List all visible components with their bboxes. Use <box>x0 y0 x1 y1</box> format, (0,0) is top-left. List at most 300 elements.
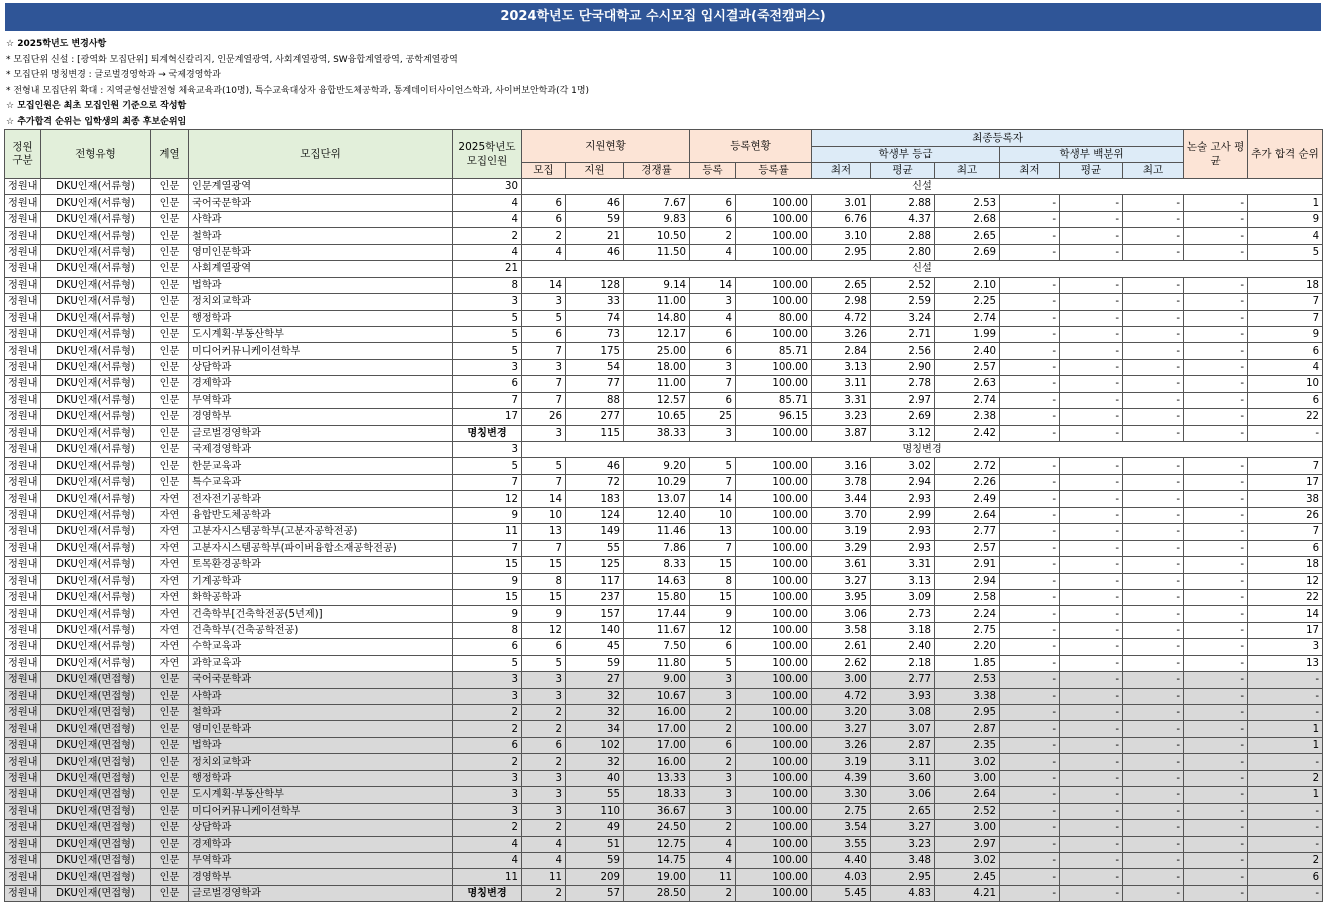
cell-extra: 6 <box>1248 869 1323 885</box>
cell-rate: 28.50 <box>624 885 690 901</box>
cell-regist: 14 <box>690 491 736 507</box>
cell-pct-min: - <box>1000 770 1060 786</box>
cell-note: 신설 <box>522 261 1323 277</box>
cell-recruit: 9 <box>522 606 566 622</box>
cell-pct-avg: - <box>1060 573 1123 589</box>
cell-recruit: 3 <box>522 294 566 310</box>
cell-type: DKU인재(서류형) <box>41 491 151 507</box>
cell-type: DKU인재(서류형) <box>41 409 151 425</box>
cell-rate: 18.00 <box>624 359 690 375</box>
cell-pct-max: - <box>1123 425 1184 441</box>
cell-grade-max: 2.24 <box>935 606 1000 622</box>
cell-pct-max: - <box>1123 294 1184 310</box>
cell-quota: 정원내 <box>5 228 41 244</box>
cell-pct-min: - <box>1000 557 1060 573</box>
cell-recruit-2025: 5 <box>453 326 522 342</box>
cell-regist: 10 <box>690 507 736 523</box>
table-row <box>5 491 1323 507</box>
cell-pct-max: - <box>1123 754 1184 770</box>
table-row <box>5 277 1323 293</box>
cell-regist-rate: 100.00 <box>736 491 812 507</box>
table-row <box>5 655 1323 671</box>
cell-pct-avg: - <box>1060 705 1123 721</box>
cell-recruit-2025: 7 <box>453 392 522 408</box>
cell-type: DKU인재(면접형) <box>41 688 151 704</box>
cell-grade-min: 3.44 <box>812 491 871 507</box>
cell-grade-max: 2.75 <box>935 622 1000 638</box>
cell-unit: 글로벌경영학과 <box>189 425 453 441</box>
table-row <box>5 409 1323 425</box>
cell-pct-max: - <box>1123 688 1184 704</box>
cell-recruit-2025: 3 <box>453 672 522 688</box>
cell-regist: 15 <box>690 589 736 605</box>
cell-regist: 11 <box>690 869 736 885</box>
cell-unit: 행정학과 <box>189 310 453 326</box>
cell-pct-min: - <box>1000 392 1060 408</box>
cell-essay: - <box>1184 705 1248 721</box>
cell-type: DKU인재(서류형) <box>41 343 151 359</box>
cell-regist-rate: 100.00 <box>736 672 812 688</box>
cell-unit: 토목환경공학과 <box>189 557 453 573</box>
cell-recruit-2025: 2 <box>453 820 522 836</box>
cell-regist-rate: 100.00 <box>736 195 812 211</box>
cell-grade-max: 2.63 <box>935 376 1000 392</box>
cell-recruit-2025: 3 <box>453 442 522 458</box>
cell-pct-avg: - <box>1060 737 1123 753</box>
cell-pct-min: - <box>1000 672 1060 688</box>
cell-rate: 12.75 <box>624 836 690 852</box>
cell-unit: 기계공학과 <box>189 573 453 589</box>
cell-quota: 정원내 <box>5 458 41 474</box>
cell-apply: 102 <box>566 737 624 753</box>
cell-regist-rate: 100.00 <box>736 589 812 605</box>
header-pct-min: 최저 <box>1000 163 1060 179</box>
cell-rate: 15.80 <box>624 589 690 605</box>
cell-grade-min: 3.78 <box>812 474 871 490</box>
table-row <box>5 606 1323 622</box>
header-regist: 등록 <box>690 163 736 179</box>
cell-rate: 7.50 <box>624 639 690 655</box>
cell-pct-max: - <box>1123 606 1184 622</box>
cell-pct-max: - <box>1123 392 1184 408</box>
header-final: 최종등록자 <box>812 130 1184 147</box>
cell-grade-avg: 2.56 <box>871 343 935 359</box>
cell-type: DKU인재(면접형) <box>41 705 151 721</box>
cell-grade-avg: 2.73 <box>871 606 935 622</box>
cell-field: 인문 <box>151 869 189 885</box>
cell-recruit-2025: 7 <box>453 540 522 556</box>
cell-regist-rate: 100.00 <box>736 326 812 342</box>
cell-field: 인문 <box>151 294 189 310</box>
cell-pct-avg: - <box>1060 326 1123 342</box>
cell-pct-avg: - <box>1060 655 1123 671</box>
cell-quota: 정원내 <box>5 376 41 392</box>
header-grade-avg: 평균 <box>871 163 935 179</box>
cell-regist-rate: 100.00 <box>736 606 812 622</box>
cell-extra: 1 <box>1248 195 1323 211</box>
cell-pct-max: - <box>1123 737 1184 753</box>
cell-quota: 정원내 <box>5 705 41 721</box>
cell-grade-max: 2.45 <box>935 869 1000 885</box>
cell-grade-min: 3.13 <box>812 359 871 375</box>
cell-pct-min: - <box>1000 195 1060 211</box>
cell-recruit: 14 <box>522 277 566 293</box>
cell-grade-min: 2.75 <box>812 803 871 819</box>
cell-unit: 과학교육과 <box>189 655 453 671</box>
cell-unit: 인문계열광역 <box>189 179 453 195</box>
cell-extra: 17 <box>1248 474 1323 490</box>
cell-regist: 6 <box>690 639 736 655</box>
cell-extra: 7 <box>1248 524 1323 540</box>
cell-regist-rate: 100.00 <box>736 787 812 803</box>
cell-regist: 4 <box>690 852 736 868</box>
cell-grade-max: 2.58 <box>935 589 1000 605</box>
cell-field: 인문 <box>151 409 189 425</box>
cell-grade-max: 2.74 <box>935 392 1000 408</box>
cell-pct-max: - <box>1123 244 1184 260</box>
cell-pct-avg: - <box>1060 211 1123 227</box>
cell-pct-min: - <box>1000 787 1060 803</box>
cell-grade-avg: 2.93 <box>871 524 935 540</box>
cell-field: 자연 <box>151 507 189 523</box>
cell-rate: 10.67 <box>624 688 690 704</box>
cell-recruit: 3 <box>522 672 566 688</box>
table-row <box>5 705 1323 721</box>
cell-quota: 정원내 <box>5 507 41 523</box>
cell-quota: 정원내 <box>5 573 41 589</box>
cell-pct-avg: - <box>1060 343 1123 359</box>
cell-extra: 6 <box>1248 392 1323 408</box>
cell-regist: 3 <box>690 770 736 786</box>
cell-quota: 정원내 <box>5 589 41 605</box>
cell-apply: 27 <box>566 672 624 688</box>
cell-regist-rate: 100.00 <box>736 507 812 523</box>
cell-grade-max: 3.00 <box>935 820 1000 836</box>
header-quota: 정원 구분 <box>5 130 41 179</box>
table-row <box>5 310 1323 326</box>
cell-field: 인문 <box>151 820 189 836</box>
cell-pct-avg: - <box>1060 589 1123 605</box>
table-row <box>5 787 1323 803</box>
cell-recruit: 12 <box>522 622 566 638</box>
cell-grade-min: 5.45 <box>812 885 871 901</box>
cell-regist: 2 <box>690 820 736 836</box>
cell-field: 인문 <box>151 787 189 803</box>
notes-section <box>6 37 589 130</box>
cell-grade-avg: 2.93 <box>871 491 935 507</box>
cell-pct-max: - <box>1123 573 1184 589</box>
cell-regist-rate: 100.00 <box>736 458 812 474</box>
cell-grade-max: 4.21 <box>935 885 1000 901</box>
cell-extra: 17 <box>1248 622 1323 638</box>
cell-essay: - <box>1184 458 1248 474</box>
cell-pct-max: - <box>1123 787 1184 803</box>
cell-grade-avg: 2.40 <box>871 639 935 655</box>
table-row <box>5 672 1323 688</box>
cell-recruit-2025: 17 <box>453 409 522 425</box>
cell-unit: 국어국문학과 <box>189 195 453 211</box>
cell-regist: 4 <box>690 244 736 260</box>
cell-grade-avg: 3.12 <box>871 425 935 441</box>
cell-pct-min: - <box>1000 310 1060 326</box>
cell-pct-max: - <box>1123 540 1184 556</box>
cell-extra: 1 <box>1248 787 1323 803</box>
cell-recruit: 2 <box>522 721 566 737</box>
cell-extra: - <box>1248 885 1323 901</box>
cell-recruit-2025: 3 <box>453 688 522 704</box>
cell-rate: 14.63 <box>624 573 690 589</box>
cell-pct-avg: - <box>1060 409 1123 425</box>
cell-pct-avg: - <box>1060 359 1123 375</box>
cell-field: 인문 <box>151 326 189 342</box>
cell-grade-min: 4.39 <box>812 770 871 786</box>
cell-grade-min: 3.95 <box>812 589 871 605</box>
cell-extra: 9 <box>1248 326 1323 342</box>
cell-apply: 117 <box>566 573 624 589</box>
cell-pct-avg: - <box>1060 228 1123 244</box>
cell-pct-max: - <box>1123 507 1184 523</box>
cell-pct-avg: - <box>1060 507 1123 523</box>
cell-grade-min: 3.26 <box>812 737 871 753</box>
cell-essay: - <box>1184 474 1248 490</box>
cell-regist: 7 <box>690 376 736 392</box>
cell-unit: 철학과 <box>189 228 453 244</box>
table-row <box>5 770 1323 786</box>
cell-regist: 8 <box>690 573 736 589</box>
cell-recruit: 7 <box>522 343 566 359</box>
cell-field: 자연 <box>151 655 189 671</box>
cell-pct-min: - <box>1000 803 1060 819</box>
cell-pct-min: - <box>1000 869 1060 885</box>
cell-quota: 정원내 <box>5 425 41 441</box>
cell-pct-min: - <box>1000 721 1060 737</box>
results-table <box>4 129 1323 902</box>
cell-grade-min: 2.65 <box>812 277 871 293</box>
cell-recruit: 10 <box>522 507 566 523</box>
cell-regist-rate: 100.00 <box>736 852 812 868</box>
cell-pct-avg: - <box>1060 195 1123 211</box>
cell-grade-max: 2.69 <box>935 244 1000 260</box>
cell-grade-min: 4.40 <box>812 852 871 868</box>
cell-type: DKU인재(서류형) <box>41 639 151 655</box>
cell-grade-avg: 2.18 <box>871 655 935 671</box>
cell-pct-max: - <box>1123 491 1184 507</box>
cell-grade-max: 2.91 <box>935 557 1000 573</box>
cell-rate: 36.67 <box>624 803 690 819</box>
cell-regist-rate: 100.00 <box>736 869 812 885</box>
cell-essay: - <box>1184 228 1248 244</box>
cell-note: 신설 <box>522 179 1323 195</box>
cell-quota: 정원내 <box>5 836 41 852</box>
cell-rate: 8.33 <box>624 557 690 573</box>
cell-quota: 정원내 <box>5 606 41 622</box>
cell-essay: - <box>1184 294 1248 310</box>
cell-pct-max: - <box>1123 277 1184 293</box>
cell-grade-max: 2.53 <box>935 672 1000 688</box>
cell-grade-avg: 3.27 <box>871 820 935 836</box>
cell-pct-min: - <box>1000 836 1060 852</box>
cell-unit: 상담학과 <box>189 820 453 836</box>
cell-pct-max: - <box>1123 376 1184 392</box>
cell-grade-avg: 3.60 <box>871 770 935 786</box>
cell-unit: 한문교육과 <box>189 458 453 474</box>
cell-quota: 정원내 <box>5 770 41 786</box>
cell-grade-min: 3.19 <box>812 754 871 770</box>
cell-quota: 정원내 <box>5 277 41 293</box>
header-recruit: 모집 <box>522 163 566 179</box>
cell-recruit-2025: 4 <box>453 195 522 211</box>
cell-extra: 2 <box>1248 770 1323 786</box>
cell-grade-max: 2.42 <box>935 425 1000 441</box>
cell-apply: 21 <box>566 228 624 244</box>
cell-rate: 11.80 <box>624 655 690 671</box>
cell-pct-max: - <box>1123 228 1184 244</box>
cell-regist-rate: 100.00 <box>736 244 812 260</box>
cell-rate: 13.33 <box>624 770 690 786</box>
cell-grade-avg: 4.37 <box>871 211 935 227</box>
cell-recruit-2025: 4 <box>453 836 522 852</box>
table-row <box>5 211 1323 227</box>
cell-unit: 무역학과 <box>189 852 453 868</box>
cell-rate: 9.83 <box>624 211 690 227</box>
cell-pct-avg: - <box>1060 721 1123 737</box>
cell-essay: - <box>1184 803 1248 819</box>
cell-unit: 건축학부(건축공학전공) <box>189 622 453 638</box>
cell-regist: 3 <box>690 294 736 310</box>
cell-grade-min: 4.72 <box>812 688 871 704</box>
cell-regist-rate: 100.00 <box>736 474 812 490</box>
cell-pct-min: - <box>1000 474 1060 490</box>
cell-field: 인문 <box>151 179 189 195</box>
header-regist-status: 등록현황 <box>690 130 812 163</box>
cell-recruit-2025: 5 <box>453 310 522 326</box>
cell-field: 인문 <box>151 343 189 359</box>
cell-grade-min: 3.00 <box>812 672 871 688</box>
cell-grade-max: 2.53 <box>935 195 1000 211</box>
cell-extra: 18 <box>1248 277 1323 293</box>
cell-grade-min: 2.61 <box>812 639 871 655</box>
table-row <box>5 869 1323 885</box>
header-recruit-2025: 2025학년도 모집인원 <box>453 130 522 179</box>
cell-recruit: 8 <box>522 573 566 589</box>
table-row <box>5 852 1323 868</box>
cell-apply: 51 <box>566 836 624 852</box>
cell-unit: 고분자시스템공학부(고분자공학전공) <box>189 524 453 540</box>
header-pct-max: 최고 <box>1123 163 1184 179</box>
cell-grade-avg: 2.97 <box>871 392 935 408</box>
cell-extra: 5 <box>1248 244 1323 260</box>
cell-grade-avg: 3.08 <box>871 705 935 721</box>
cell-pct-max: - <box>1123 655 1184 671</box>
cell-grade-max: 2.64 <box>935 507 1000 523</box>
cell-grade-max: 3.02 <box>935 852 1000 868</box>
cell-essay: - <box>1184 343 1248 359</box>
cell-rate: 7.86 <box>624 540 690 556</box>
cell-grade-avg: 3.07 <box>871 721 935 737</box>
cell-unit: 도시계획·부동산학부 <box>189 326 453 342</box>
results-table-body <box>5 179 1323 902</box>
cell-essay: - <box>1184 589 1248 605</box>
table-row <box>5 425 1323 441</box>
cell-field: 인문 <box>151 310 189 326</box>
cell-essay: - <box>1184 392 1248 408</box>
cell-grade-avg: 3.48 <box>871 852 935 868</box>
cell-quota: 정원내 <box>5 622 41 638</box>
cell-field: 인문 <box>151 261 189 277</box>
cell-rate: 11.46 <box>624 524 690 540</box>
cell-type: DKU인재(면접형) <box>41 787 151 803</box>
cell-essay: - <box>1184 770 1248 786</box>
cell-recruit-2025: 3 <box>453 359 522 375</box>
cell-type: DKU인재(서류형) <box>41 310 151 326</box>
cell-recruit-2025: 9 <box>453 507 522 523</box>
cell-pct-avg: - <box>1060 820 1123 836</box>
cell-type: DKU인재(서류형) <box>41 589 151 605</box>
cell-quota: 정원내 <box>5 491 41 507</box>
cell-regist: 3 <box>690 359 736 375</box>
cell-apply: 46 <box>566 244 624 260</box>
cell-unit: 전자전기공학과 <box>189 491 453 507</box>
cell-type: DKU인재(서류형) <box>41 606 151 622</box>
cell-unit: 경제학과 <box>189 376 453 392</box>
cell-pct-min: - <box>1000 277 1060 293</box>
cell-recruit-2025: 4 <box>453 852 522 868</box>
cell-grade-max: 3.00 <box>935 770 1000 786</box>
cell-unit: 미디어커뮤니케이션학부 <box>189 343 453 359</box>
cell-regist: 6 <box>690 392 736 408</box>
cell-pct-avg: - <box>1060 787 1123 803</box>
header-grade: 학생부 등급 <box>812 147 1000 163</box>
cell-pct-max: - <box>1123 852 1184 868</box>
cell-rate: 14.80 <box>624 310 690 326</box>
cell-regist: 2 <box>690 705 736 721</box>
cell-apply: 74 <box>566 310 624 326</box>
cell-extra: 4 <box>1248 359 1323 375</box>
cell-grade-min: 3.30 <box>812 787 871 803</box>
cell-regist-rate: 100.00 <box>736 737 812 753</box>
cell-field: 인문 <box>151 688 189 704</box>
cell-grade-min: 2.98 <box>812 294 871 310</box>
note-line: ☆ 모집인원은 최초 모집인원 기준으로 작성함 <box>6 101 187 111</box>
cell-pct-max: - <box>1123 524 1184 540</box>
cell-regist: 6 <box>690 195 736 211</box>
cell-regist: 6 <box>690 343 736 359</box>
cell-type: DKU인재(서류형) <box>41 261 151 277</box>
cell-pct-max: - <box>1123 721 1184 737</box>
cell-extra: 2 <box>1248 852 1323 868</box>
table-row <box>5 524 1323 540</box>
cell-type: DKU인재(서류형) <box>41 622 151 638</box>
cell-unit: 특수교육과 <box>189 474 453 490</box>
cell-extra: 6 <box>1248 343 1323 359</box>
cell-regist-rate: 100.00 <box>736 376 812 392</box>
cell-regist-rate: 100.00 <box>736 705 812 721</box>
cell-essay: - <box>1184 195 1248 211</box>
cell-recruit-2025: 6 <box>453 376 522 392</box>
cell-grade-avg: 2.80 <box>871 244 935 260</box>
cell-field: 인문 <box>151 277 189 293</box>
cell-pct-max: - <box>1123 639 1184 655</box>
cell-apply: 33 <box>566 294 624 310</box>
cell-apply: 125 <box>566 557 624 573</box>
cell-grade-min: 3.61 <box>812 557 871 573</box>
cell-recruit-2025: 12 <box>453 491 522 507</box>
cell-essay: - <box>1184 869 1248 885</box>
cell-rate: 18.33 <box>624 787 690 803</box>
cell-grade-avg: 2.65 <box>871 803 935 819</box>
cell-recruit-2025: 15 <box>453 589 522 605</box>
cell-type: DKU인재(면접형) <box>41 885 151 901</box>
